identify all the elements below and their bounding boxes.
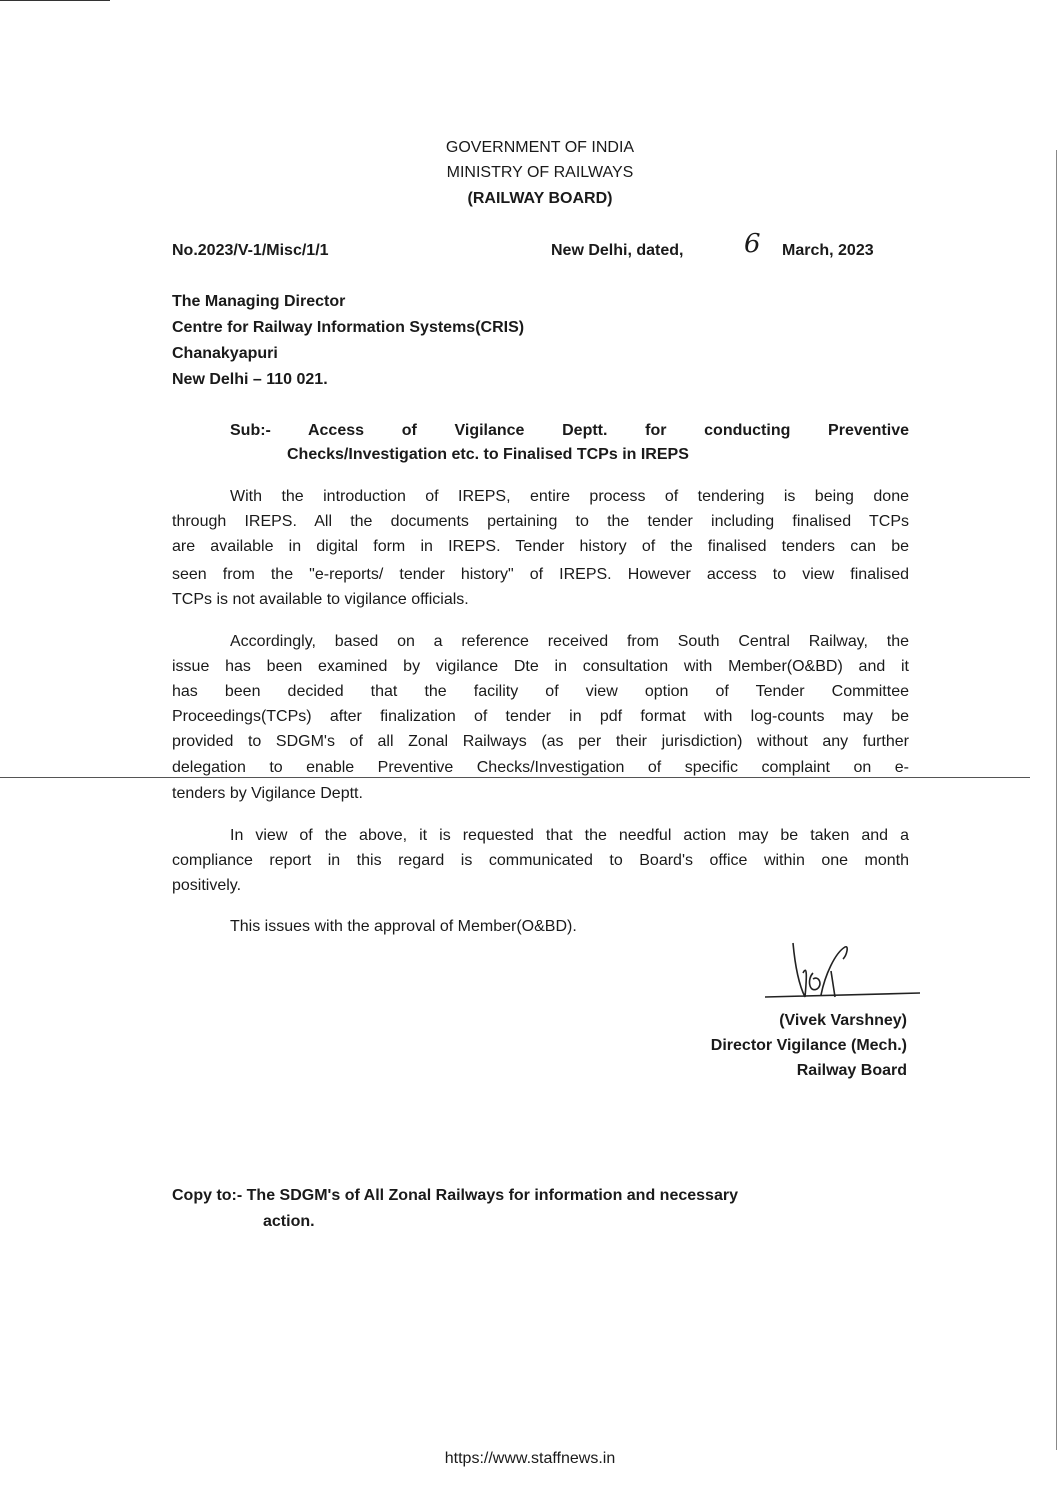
reference-number: No.2023/V-1/Misc/1/1 xyxy=(172,242,329,259)
signatory-name: (Vivek Varshney) xyxy=(779,1012,907,1029)
paragraph-line: issue has been examined by vigilance Dte in consultation with Member(O&BD) and it xyxy=(172,658,909,675)
subject-line: Checks/Investigation etc. to Finalised TCPs in IREPS xyxy=(287,446,689,463)
footer-url[interactable]: https://www.staffnews.in xyxy=(444,1450,616,1467)
paragraph-line: compliance report in this regard is communicated to Board's office within one month xyxy=(172,852,909,869)
paragraph-line: provided to SDGM's of all Zonal Railways (as per their jurisdiction) without any further xyxy=(172,733,909,750)
subject-line: Sub:- Access of Vigilance Deptt. for conducting Preventive xyxy=(230,422,909,439)
paragraph-line: positively. xyxy=(172,877,242,894)
paragraph-line: are available in digital form in IREPS. Tender history of the finalised tenders can be xyxy=(172,538,909,555)
date-month-year: March, 2023 xyxy=(782,242,874,259)
date-day-handwritten: 6 xyxy=(744,229,761,259)
paragraph-line: TCPs is not available to vigilance officials. xyxy=(172,591,469,608)
paragraph-line: Accordingly, based on a reference received from South Central Railway, the xyxy=(230,633,909,650)
paragraph-line: With the introduction of IREPS, entire process of tendering is being done xyxy=(230,488,909,505)
paragraph-line: tenders by Vigilance Deptt. xyxy=(172,785,363,802)
addressee-line: Chanakyapuri xyxy=(172,345,278,362)
paragraph-line: seen from the "e-reports/ tender history" of IREPS. However access to view finalised xyxy=(172,566,909,583)
paragraph-4: This issues with the approval of Member(O&BD). xyxy=(230,918,577,935)
addressee-line: New Delhi – 110 021. xyxy=(172,371,328,388)
paragraph-line: Proceedings(TCPs) after finalization of tender in pdf format with log-counts may be xyxy=(172,708,909,725)
addressee-line: Centre for Railway Information Systems(CRIS) xyxy=(172,319,525,336)
header-line: GOVERNMENT OF INDIA xyxy=(445,139,635,156)
paragraph-line: through IREPS. All the documents pertaining to the tender including finalised TCPs xyxy=(172,513,909,530)
addressee-line: The Managing Director xyxy=(172,293,346,310)
paragraph-line: In view of the above, it is requested that the needful action may be taken and a xyxy=(230,827,909,844)
header-line: (RAILWAY BOARD) xyxy=(467,190,613,207)
scan-artifact-line xyxy=(0,777,1030,778)
date-prefix: New Delhi, dated, xyxy=(551,242,684,259)
signatory-office: Railway Board xyxy=(796,1062,907,1079)
copy-to-line: action. xyxy=(263,1213,315,1230)
scan-edge xyxy=(1056,150,1057,1450)
paragraph-line: delegation to enable Preventive Checks/Investigation of specific complaint on e- xyxy=(172,759,909,776)
paragraph-line: has been decided that the facility of view option of Tender Committee xyxy=(172,683,909,700)
scan-edge xyxy=(0,0,110,1)
header-line: MINISTRY OF RAILWAYS xyxy=(446,164,634,181)
copy-to-line: Copy to:- The SDGM's of All Zonal Railways for information and necessary xyxy=(172,1187,738,1204)
signature xyxy=(755,935,925,1010)
signatory-designation: Director Vigilance (Mech.) xyxy=(710,1037,907,1054)
